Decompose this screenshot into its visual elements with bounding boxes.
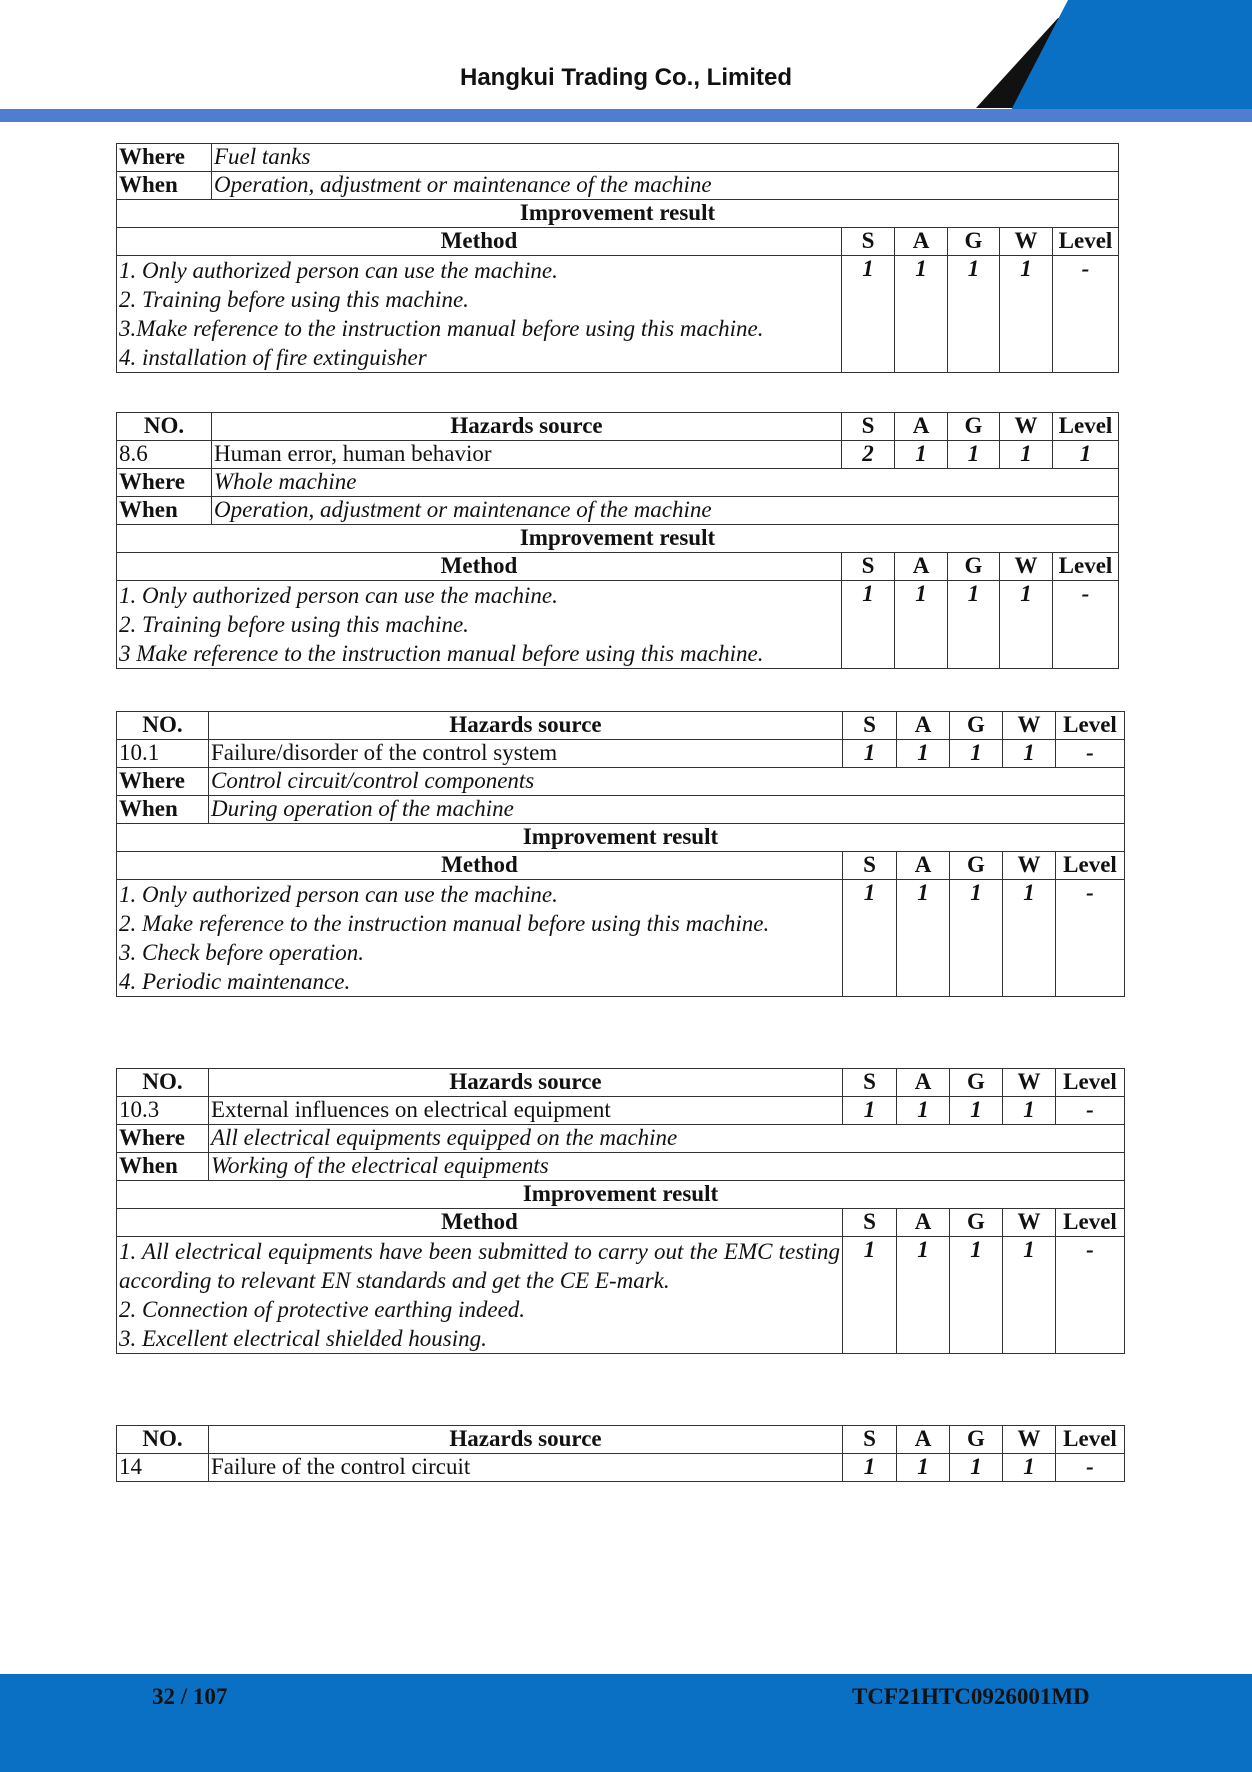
after-a-value: 1: [897, 880, 950, 997]
hazard-row: [117, 441, 1119, 469]
after-s-value: 1: [843, 880, 897, 997]
method-item: 2. Training before using this machine.: [119, 287, 469, 312]
a-heading: A: [897, 1209, 950, 1237]
before-s-value: 2: [842, 441, 895, 469]
where-row: [117, 144, 1119, 172]
before-a-value: 1: [897, 1097, 950, 1125]
before-level-value: 1: [1053, 441, 1119, 469]
level-heading: Level: [1056, 1209, 1125, 1237]
header-decoration: [0, 0, 1252, 122]
after-w-value: 1: [1003, 1237, 1056, 1354]
s-heading: S: [842, 413, 895, 441]
where-label: Where: [117, 768, 209, 796]
improvement-result-heading: Improvement result: [117, 200, 1119, 228]
when-row: [117, 796, 1125, 824]
w-heading: W: [1000, 553, 1053, 581]
a-heading: A: [895, 228, 948, 256]
a-heading: A: [895, 553, 948, 581]
method-item: 3 Make reference to the instruction manual before using this machine.: [119, 641, 764, 666]
method-heading: Method: [117, 228, 842, 256]
a-heading: A: [895, 413, 948, 441]
company-name: Hangkui Trading Co., Limited: [459, 64, 792, 91]
when-value: Operation, adjustment or maintenance of the machine: [212, 172, 1119, 200]
hazard-row: [117, 740, 1125, 768]
a-heading: A: [897, 712, 950, 740]
before-level-value: -: [1056, 1454, 1125, 1482]
method-item: 3. Excellent electrical shielded housing.: [119, 1326, 487, 1351]
method-item: 4. installation of fire extinguisher: [119, 345, 427, 370]
no-heading: NO.: [117, 712, 209, 740]
after-g-value: 1: [950, 1237, 1003, 1354]
after-g-value: 1: [948, 256, 1000, 373]
before-w-value: 1: [1003, 740, 1056, 768]
when-row: [117, 1153, 1125, 1181]
when-value: Working of the electrical equipments: [209, 1153, 1125, 1181]
w-heading: W: [1003, 712, 1056, 740]
where-value: Control circuit/control components: [209, 768, 1125, 796]
after-a-value: 1: [895, 581, 948, 669]
after-s-value: 1: [842, 256, 895, 373]
g-heading: G: [950, 1069, 1003, 1097]
method-header-row: [117, 1209, 1125, 1237]
after-a-value: 1: [897, 1237, 950, 1354]
method-list: [117, 256, 842, 373]
method-item: 3. Check before operation.: [119, 940, 365, 965]
hazard-number: 14: [117, 1454, 209, 1482]
hazards-source-heading: Hazards source: [209, 712, 843, 740]
before-w-value: 1: [1003, 1454, 1056, 1482]
before-g-value: 1: [950, 1454, 1003, 1482]
before-a-value: 1: [897, 1454, 950, 1482]
method-list: [117, 581, 842, 669]
method-row: [117, 581, 1119, 669]
hazard-number: 8.6: [117, 441, 212, 469]
risk-table-14: [116, 1425, 1125, 1482]
no-heading: NO.: [117, 1069, 209, 1097]
after-g-value: 1: [950, 880, 1003, 997]
no-heading: NO.: [117, 1426, 209, 1454]
level-heading: Level: [1053, 553, 1119, 581]
hazards-source-heading: Hazards source: [209, 1426, 843, 1454]
improvement-result-heading: Improvement result: [117, 1181, 1125, 1209]
w-heading: W: [1000, 413, 1053, 441]
g-heading: G: [950, 1209, 1003, 1237]
s-heading: S: [843, 852, 897, 880]
hazard-header-row: [117, 712, 1125, 740]
when-row: [117, 172, 1119, 200]
method-item: 1. Only authorized person can use the machine.: [119, 583, 558, 608]
g-heading: G: [948, 553, 1000, 581]
method-row: [117, 1237, 1125, 1354]
w-heading: W: [1003, 1209, 1056, 1237]
g-heading: G: [950, 712, 1003, 740]
hazard-source: External influences on electrical equipment: [209, 1097, 843, 1125]
method-item: 3.Make reference to the instruction manual before using this machine.: [119, 316, 764, 341]
hazard-row: [117, 1454, 1125, 1482]
when-row: [117, 497, 1119, 525]
when-value: During operation of the machine: [209, 796, 1125, 824]
when-label: When: [117, 172, 212, 200]
when-label: When: [117, 796, 209, 824]
hazards-source-heading: Hazards source: [212, 413, 842, 441]
improvement-result-heading: Improvement result: [117, 824, 1125, 852]
s-heading: S: [842, 553, 895, 581]
hazard-header-row: [117, 1069, 1125, 1097]
method-item: 1. Only authorized person can use the machine.: [119, 258, 558, 283]
method-list: [117, 880, 843, 997]
where-row: [117, 469, 1119, 497]
g-heading: G: [948, 228, 1000, 256]
before-g-value: 1: [950, 740, 1003, 768]
before-w-value: 1: [1000, 441, 1053, 469]
no-heading: NO.: [117, 413, 212, 441]
method-list: [117, 1237, 843, 1354]
method-heading: Method: [117, 1209, 843, 1237]
level-heading: Level: [1056, 712, 1125, 740]
after-w-value: 1: [1000, 581, 1053, 669]
level-heading: Level: [1053, 228, 1119, 256]
before-g-value: 1: [950, 1097, 1003, 1125]
method-item: 1. Only authorized person can use the machine.: [119, 882, 558, 907]
document-number: TCF21HTC0926001MD: [852, 1684, 1090, 1709]
method-heading: Method: [117, 852, 843, 880]
s-heading: S: [843, 1069, 897, 1097]
before-s-value: 1: [843, 1097, 897, 1125]
g-heading: G: [948, 413, 1000, 441]
after-w-value: 1: [1000, 256, 1053, 373]
where-label: Where: [117, 144, 212, 172]
when-label: When: [117, 1153, 209, 1181]
s-heading: S: [842, 228, 895, 256]
w-heading: W: [1000, 228, 1053, 256]
risk-table-10-1: [116, 711, 1125, 997]
method-item: 4. Periodic maintenance.: [119, 969, 351, 994]
after-s-value: 1: [843, 1237, 897, 1354]
after-level-value: -: [1056, 880, 1125, 997]
when-value: Operation, adjustment or maintenance of the machine: [212, 497, 1119, 525]
footer-bar: [0, 1674, 1252, 1772]
before-level-value: -: [1056, 1097, 1125, 1125]
after-a-value: 1: [895, 256, 948, 373]
a-heading: A: [897, 852, 950, 880]
method-row: [117, 880, 1125, 997]
after-s-value: 1: [842, 581, 895, 669]
w-heading: W: [1003, 1426, 1056, 1454]
level-heading: Level: [1056, 1069, 1125, 1097]
where-value: Fuel tanks: [212, 144, 1119, 172]
after-level-value: -: [1053, 256, 1119, 373]
after-w-value: 1: [1003, 880, 1056, 997]
method-heading: Method: [117, 553, 842, 581]
when-label: When: [117, 497, 212, 525]
hazard-source: Human error, human behavior: [212, 441, 842, 469]
s-heading: S: [843, 1209, 897, 1237]
where-label: Where: [117, 469, 212, 497]
before-w-value: 1: [1003, 1097, 1056, 1125]
before-s-value: 1: [843, 740, 897, 768]
page-number: 32 / 107: [152, 1684, 228, 1709]
method-header-row: [117, 852, 1125, 880]
g-heading: G: [950, 852, 1003, 880]
risk-table-fuel-tanks: [116, 143, 1119, 373]
hazard-header-row: [117, 413, 1119, 441]
before-level-value: -: [1056, 740, 1125, 768]
a-heading: A: [897, 1426, 950, 1454]
before-a-value: 1: [895, 441, 948, 469]
improvement-result-heading: Improvement result: [117, 525, 1119, 553]
hazard-row: [117, 1097, 1125, 1125]
where-row: [117, 1125, 1125, 1153]
method-header-row: [117, 228, 1119, 256]
g-heading: G: [950, 1426, 1003, 1454]
w-heading: W: [1003, 852, 1056, 880]
level-heading: Level: [1056, 1426, 1125, 1454]
before-s-value: 1: [843, 1454, 897, 1482]
before-a-value: 1: [897, 740, 950, 768]
method-item: 2. Make reference to the instruction manual before using this machine.: [119, 911, 770, 936]
s-heading: S: [843, 712, 897, 740]
method-row: [117, 256, 1119, 373]
hazard-number: 10.3: [117, 1097, 209, 1125]
before-g-value: 1: [948, 441, 1000, 469]
method-item: 1. All electrical equipments have been submitted to carry out the EMC testing according to relevant EN standards and get the CE E-mark.: [119, 1239, 840, 1293]
where-row: [117, 768, 1125, 796]
method-item: 2. Connection of protective earthing indeed.: [119, 1297, 526, 1322]
risk-table-10-3: [116, 1068, 1125, 1354]
level-heading: Level: [1056, 852, 1125, 880]
hazard-number: 10.1: [117, 740, 209, 768]
where-value: Whole machine: [212, 469, 1119, 497]
after-level-value: -: [1053, 581, 1119, 669]
a-heading: A: [897, 1069, 950, 1097]
hazards-source-heading: Hazards source: [209, 1069, 843, 1097]
header-bar: [0, 109, 1252, 122]
after-level-value: -: [1056, 1237, 1125, 1354]
method-item: 2. Training before using this machine.: [119, 612, 469, 637]
where-value: All electrical equipments equipped on the machine: [209, 1125, 1125, 1153]
s-heading: S: [843, 1426, 897, 1454]
hazard-header-row: [117, 1426, 1125, 1454]
where-label: Where: [117, 1125, 209, 1153]
risk-table-8-6: [116, 412, 1119, 669]
level-heading: Level: [1053, 413, 1119, 441]
hazard-source: Failure/disorder of the control system: [209, 740, 843, 768]
hazard-source: Failure of the control circuit: [209, 1454, 843, 1482]
after-g-value: 1: [948, 581, 1000, 669]
method-header-row: [117, 553, 1119, 581]
w-heading: W: [1003, 1069, 1056, 1097]
